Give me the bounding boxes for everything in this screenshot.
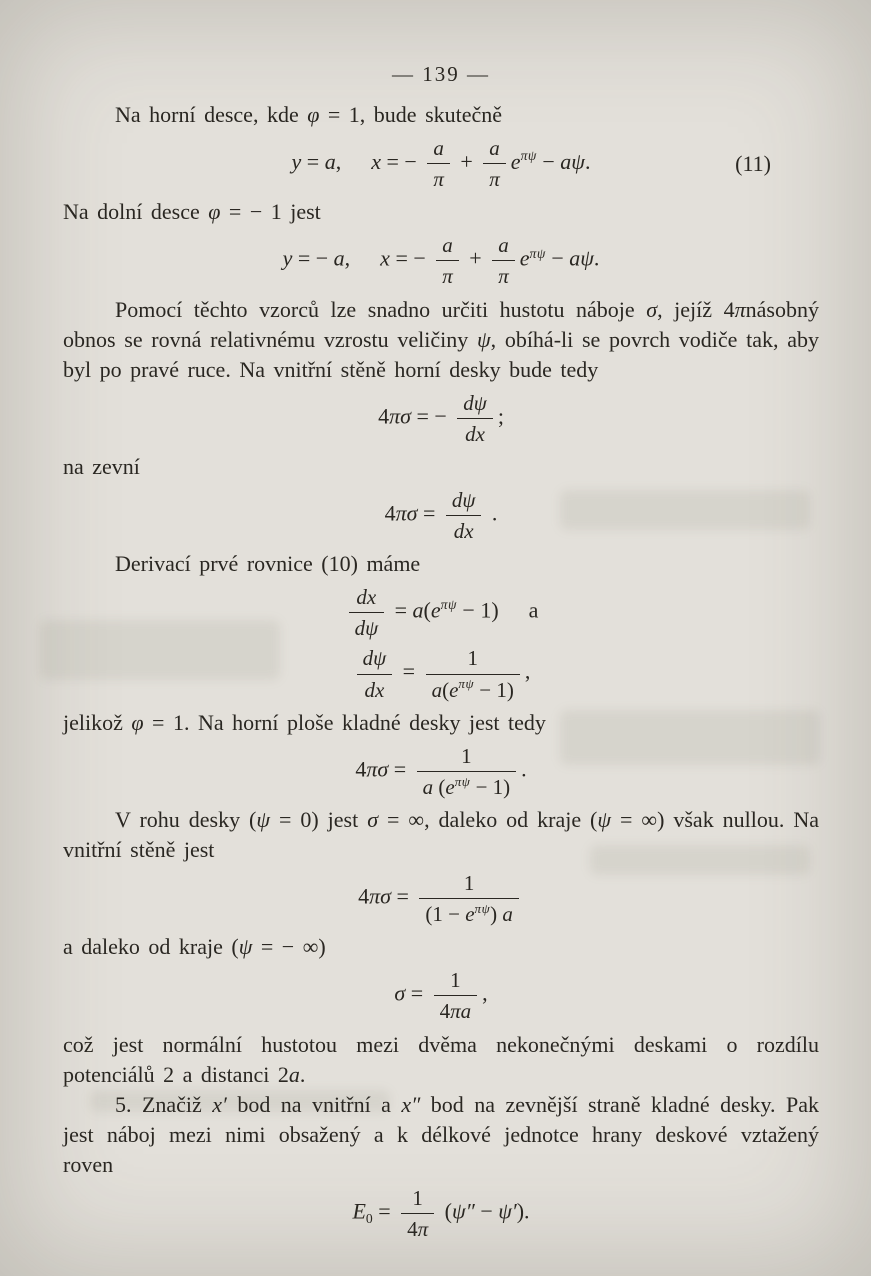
paragraph-jelikoz: jelikož φ = 1. Na horní ploše kladné desky jest tedy bbox=[63, 709, 546, 735]
equation-4pisigma-vnitrni-stena: 4πσ = $\frac{1}{(1 - e^{\pi\psi}) a}$ bbox=[63, 871, 819, 926]
paragraph-daleko-od-kraje: a daleko od kraje (ψ = − ∞) bbox=[63, 934, 326, 960]
equation-E0: $E_0$ = $\frac{1}{4\pi}$ (ψ″ − ψ′). bbox=[352, 1185, 530, 1241]
fraction: $\frac{d\psi}{dx}$ bbox=[457, 391, 493, 446]
equation-11-number: (11) bbox=[735, 150, 771, 176]
fraction: $\frac{dx}{d\psi}$ bbox=[349, 585, 385, 640]
fraction: $\frac{a}{\pi}$ bbox=[427, 136, 450, 191]
equation-dpsi-dx: $\frac{d\psi}{dx}$ = $\frac{1}{a(e^{\pi\psi} - 1)}$ , bbox=[63, 646, 819, 701]
page-number: — 139 — bbox=[392, 62, 490, 86]
paragraph-horni-desce: Na horní desce, kde φ = 1, bude skutečně bbox=[115, 102, 503, 127]
equation-4pisigma-vnitrni: 4πσ = − $\frac{d\psi}{dx}$ ; bbox=[378, 390, 504, 446]
page-content bbox=[63, 62, 819, 1241]
fraction: $\frac{d\psi}{dx}$ bbox=[446, 488, 482, 543]
equation-sigma-daleko: σ = $\frac{1}{4\pi a}$ , bbox=[394, 968, 488, 1024]
paragraph-na-zevni: na zevní bbox=[63, 453, 140, 479]
fraction: $\frac{1}{a (e^{\pi\psi} - 1)}$ bbox=[417, 744, 517, 799]
fraction: $\frac{d\psi}{dx}$ bbox=[357, 646, 393, 701]
equation-4pisigma-zevni: 4πσ = $\frac{d\psi}{dx}$ . bbox=[384, 487, 498, 543]
paragraph-znaciz: 5. Značiž x′ bod na vnitřní a x″ bod na zevnější straně kladné desky. Pak jest náboj mezi nimi obsažený a k délkové jednotce hrany deskové vztažený roven bbox=[63, 1091, 819, 1177]
fraction: $\frac{1}{(1 - e^{\pi\psi}) a}$ bbox=[419, 871, 519, 926]
fraction: $\frac{a}{\pi}$ bbox=[436, 233, 459, 288]
paragraph-derivaci: Derivací prvé rovnice (10) máme bbox=[115, 551, 421, 577]
fraction: $\frac{a}{\pi}$ bbox=[483, 136, 506, 191]
fraction: $\frac{1}{4\pi a}$ bbox=[434, 968, 478, 1023]
equation-dolni-desce: y = − a, x = − $\frac{a}{\pi}$ + $\frac{a}{\pi}$ $e^{\pi\psi} - a\psi$. bbox=[282, 233, 600, 289]
equation-4pisigma-horni-plocha: 4πσ = $\frac{1}{a (e^{\pi\psi} - 1)}$ . bbox=[355, 743, 527, 799]
equation-dx-dpsi: $\frac{dx}{d\psi}$ = $a(e^{\pi\psi} - 1)$ a bbox=[63, 585, 819, 640]
equation-11 bbox=[63, 136, 819, 191]
fraction: $\frac{a}{\pi}$ bbox=[492, 233, 515, 288]
fraction: $\frac{1}{4\pi}$ bbox=[401, 1186, 434, 1241]
paragraph-hustota-naboje: Pomocí těchto vzorců lze snadno určiti hustotu náboje σ, jejíž 4πnásobný obnos se rovná relativnému vzrostu veličiny ψ, obíhá-li se povrch vodiče tak, aby byl po pravé ruce. Na vnitřní stěně horní desky bude tedy bbox=[63, 296, 819, 382]
equation-11-body: y = a, x = − $\frac{a}{\pi}$ + $\frac{a}{\pi}$ $e^{\pi\psi} - a\psi$. bbox=[291, 136, 591, 192]
fraction: $\frac{1}{a(e^{\pi\psi} - 1)}$ bbox=[426, 646, 520, 701]
paragraph-v-rohu-desky: V rohu desky (ψ = 0) jest σ = ∞, daleko od kraje (ψ = ∞) však nullou. Na vnitřní stěně jest bbox=[63, 806, 820, 862]
paragraph-normalni-hustota: což jest normální hustotou mezi dvěma nekonečnými deskami o rozdílu potenciálů 2 a distanci 2a. bbox=[63, 1031, 819, 1087]
paragraph-dolni-desce: Na dolní desce φ = − 1 jest bbox=[63, 199, 321, 225]
